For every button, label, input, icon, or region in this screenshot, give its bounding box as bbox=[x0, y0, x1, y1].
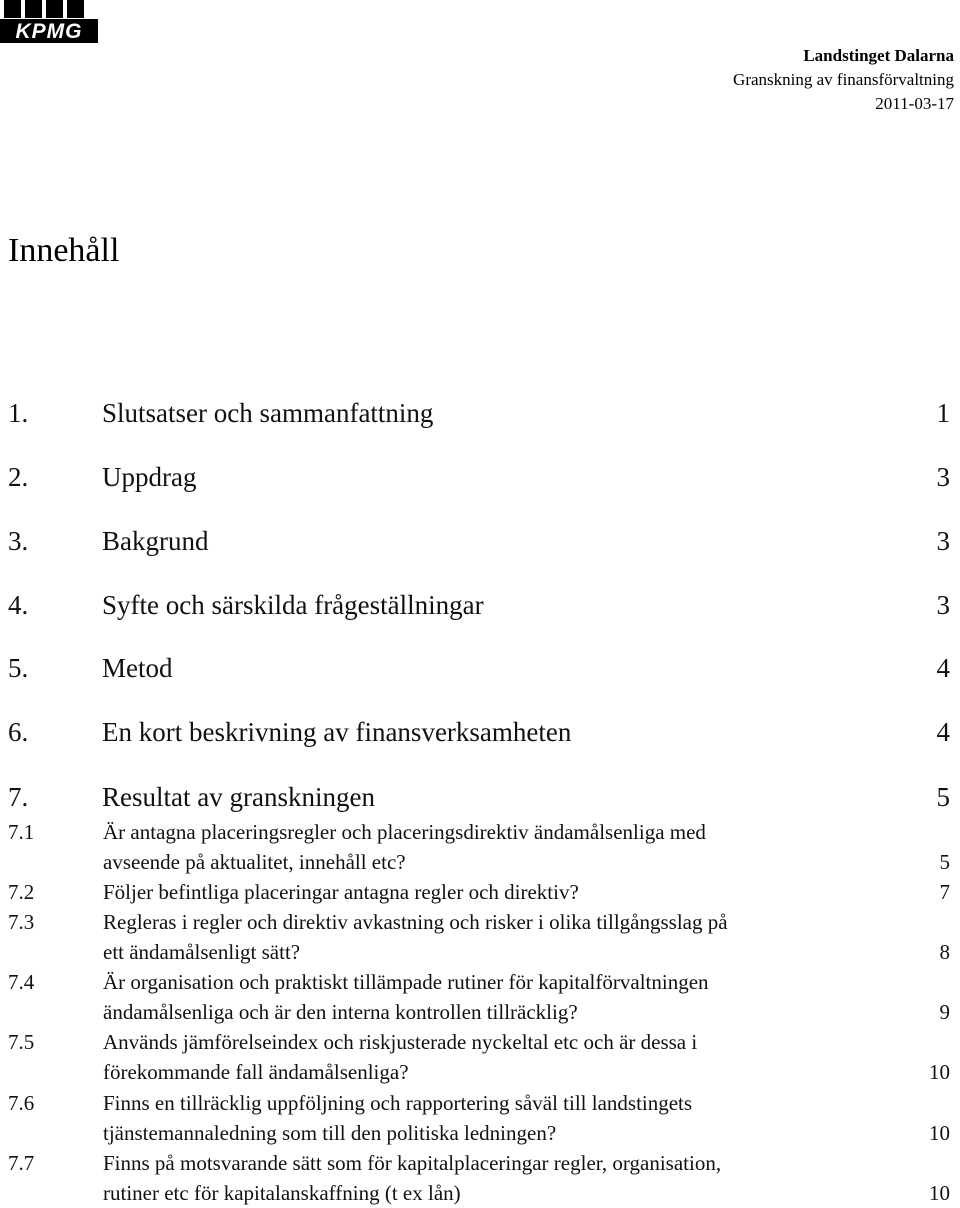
toc-subentry-7-5[interactable] bbox=[0, 1027, 960, 1087]
toc-entry-3[interactable] bbox=[0, 526, 960, 558]
toc-subentry-page: 7 bbox=[939, 880, 950, 904]
toc-subentry-page: 10 bbox=[929, 1121, 950, 1145]
toc-entry-6[interactable] bbox=[0, 717, 960, 749]
toc-entry-number: 5. bbox=[8, 653, 29, 683]
toc-entry-number: 4. bbox=[8, 590, 29, 620]
toc-subentry-page: 8 bbox=[939, 940, 950, 964]
toc-subentry-7-7[interactable] bbox=[0, 1148, 960, 1208]
svg-text:KPMG: KPMG bbox=[15, 20, 83, 43]
toc-subentry-7-2[interactable] bbox=[0, 877, 960, 907]
page-title: Innehåll bbox=[8, 232, 120, 269]
toc-subentry-line: Är organisation och praktiskt tillämpade rutiner för kapitalförvaltningen bbox=[103, 970, 709, 994]
toc-entry-2[interactable] bbox=[0, 462, 960, 494]
toc-entry-number: 2. bbox=[8, 462, 29, 492]
toc-subentry-line: Följer befintliga placeringar antagna regler och direktiv? bbox=[103, 880, 579, 904]
toc-entry-page: 3 bbox=[936, 590, 950, 620]
toc-subentry-title bbox=[103, 817, 893, 877]
toc-entry-title: Syfte och särskilda frågeställningar bbox=[102, 590, 484, 620]
toc-subentry-line: Finns på motsvarande sätt som för kapitalplaceringar regler, organisation, bbox=[103, 1151, 722, 1175]
toc-entry-5[interactable] bbox=[0, 653, 960, 685]
toc-subentry-line: ändamålsenliga och är den interna kontrollen tillräcklig? bbox=[103, 1000, 578, 1024]
toc-subentry-number: 7.4 bbox=[8, 970, 35, 994]
toc-subentry-number: 7.3 bbox=[8, 910, 35, 934]
toc-subentry-line: avseende på aktualitet, innehåll etc? bbox=[103, 850, 406, 874]
toc-entry-title: Metod bbox=[102, 653, 173, 683]
toc-subentry-page: 10 bbox=[929, 1060, 950, 1084]
toc-subentry-number: 7.5 bbox=[8, 1030, 35, 1054]
toc-subentry-line: Finns en tillräcklig uppföljning och rapportering såväl till landstingets bbox=[103, 1091, 693, 1115]
toc-subentry-7-4[interactable] bbox=[0, 967, 960, 1027]
report-name: Granskning av finansförvaltning bbox=[733, 70, 954, 89]
toc-entry-title: Resultat av granskningen bbox=[102, 782, 375, 812]
toc-subentry-title bbox=[103, 877, 893, 907]
toc-entry-page: 3 bbox=[936, 526, 950, 556]
toc-entry-1[interactable] bbox=[0, 398, 960, 430]
toc-entry-page: 4 bbox=[936, 717, 950, 747]
toc-subentry-title bbox=[103, 1027, 893, 1087]
toc-entry-number: 3. bbox=[8, 526, 29, 556]
toc-subentry-title bbox=[103, 907, 893, 967]
toc-subentry-title bbox=[103, 1088, 893, 1148]
toc-entry-title: Uppdrag bbox=[102, 462, 197, 492]
kpmg-logo-mark bbox=[0, 0, 100, 46]
toc-entry-4[interactable] bbox=[0, 590, 960, 622]
toc-subentry-7-6[interactable] bbox=[0, 1088, 960, 1148]
toc-subentry-7-1[interactable] bbox=[0, 817, 960, 877]
toc-subentry-line: Regleras i regler och direktiv avkastning och risker i olika tillgångsslag på bbox=[103, 910, 728, 934]
toc-subentry-number: 7.2 bbox=[8, 880, 35, 904]
toc-subentry-line: Är antagna placeringsregler och placeringsdirektiv ändamålsenliga med bbox=[103, 820, 706, 844]
report-header bbox=[733, 44, 954, 116]
toc-subentry-line: ett ändamålsenligt sätt? bbox=[103, 940, 301, 964]
toc-entry-number: 6. bbox=[8, 717, 29, 747]
toc-entry-page: 5 bbox=[936, 782, 950, 812]
toc-subentry-number: 7.1 bbox=[8, 820, 35, 844]
toc-entry-title: En kort beskrivning av finansverksamheten bbox=[102, 717, 572, 747]
toc-subentry-title bbox=[103, 1148, 893, 1208]
toc-entry-page: 1 bbox=[936, 398, 950, 428]
toc-subentry-line: rutiner etc för kapitalanskaffning (t ex lån) bbox=[103, 1181, 461, 1205]
toc-subentry-number: 7.6 bbox=[8, 1091, 35, 1115]
toc-subentry-7-3[interactable] bbox=[0, 907, 960, 967]
toc-subentry-number: 7.7 bbox=[8, 1151, 35, 1175]
toc-entry-7[interactable] bbox=[0, 782, 960, 814]
toc-entry-title: Bakgrund bbox=[102, 526, 209, 556]
toc-subentry-page: 5 bbox=[939, 850, 950, 874]
toc-entry-number: 1. bbox=[8, 398, 29, 428]
toc-entry-page: 4 bbox=[936, 653, 950, 683]
organization-name: Landstinget Dalarna bbox=[803, 46, 954, 65]
toc-subentry-line: förekommande fall ändamålsenliga? bbox=[103, 1060, 409, 1084]
toc-entry-page: 3 bbox=[936, 462, 950, 492]
toc-entry-number: 7. bbox=[8, 782, 29, 812]
toc-subentry-page: 9 bbox=[939, 1000, 950, 1024]
toc-entry-title: Slutsatser och sammanfattning bbox=[102, 398, 434, 428]
report-date: 2011-03-17 bbox=[875, 94, 954, 113]
toc-subentry-line: Används jämförelseindex och riskjusterade nyckeltal etc och är dessa i bbox=[103, 1030, 698, 1054]
kpmg-logo bbox=[0, 0, 100, 46]
toc-subentry-line: tjänstemannaledning som till den politiska ledningen? bbox=[103, 1121, 557, 1145]
toc-subentry-page: 10 bbox=[929, 1181, 950, 1205]
toc-subentry-title bbox=[103, 967, 893, 1027]
